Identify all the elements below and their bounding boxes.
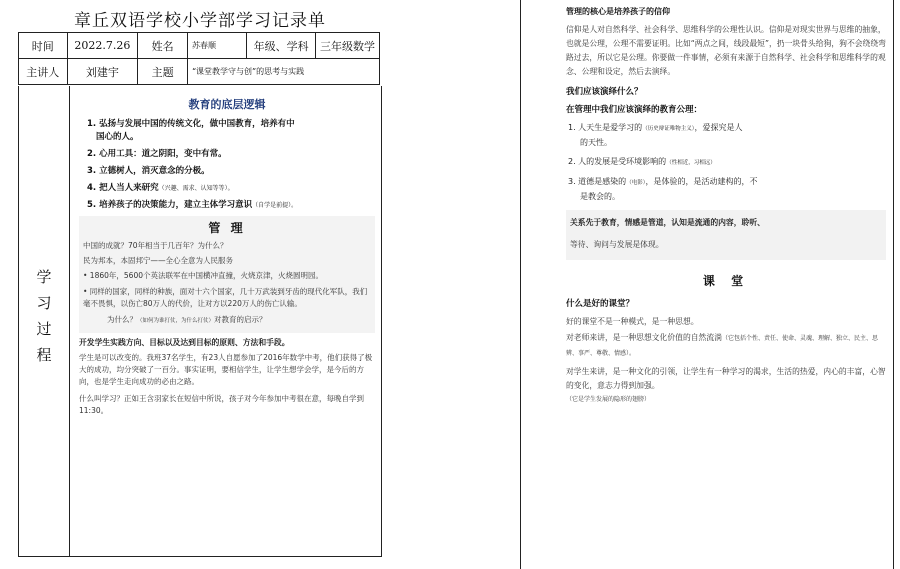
- student-note: （它是学生发展的隐形的翅膀）: [566, 396, 651, 403]
- item-note: （电影）: [626, 180, 646, 186]
- belief-heading: 管理的核心是培养孩子的信仰: [566, 7, 670, 16]
- section-title-management: 管 理: [208, 221, 246, 235]
- side-char: 学: [36, 268, 52, 286]
- paragraph: 中国的成就？70年相当于几百年？为什么？: [83, 241, 228, 250]
- bullet-item: • 同样的国家，同样的种族，面对十六个国家，几十万武装到牙齿的现代化军队，我们毫不畏惧，以伤亡80万人的代价，让对方以220万人的伤亡认输。: [83, 287, 368, 308]
- question-line: [83, 314, 371, 327]
- student-paragraph: [566, 365, 886, 407]
- grade-value: 三年级数学: [316, 33, 380, 59]
- list-item: [87, 182, 375, 195]
- paragraph: 等待、询问与发展是体现。: [570, 240, 664, 249]
- section-title-logic: 教育的底层逻辑: [188, 98, 266, 111]
- name-label: 姓名: [138, 33, 188, 59]
- paragraph: 学生是可以改变的。我班37名学生，有23人自愿参加了2016年数学中考，他们获得了极大的成功，均分突破了一百分。事实证明，要相信学生，让学生想学会学，是今后的方向，也是学生走向成功的必由之路。: [79, 353, 373, 386]
- bullet-item: • 1860年，5600个英法联军在中国横冲直撞，火烧京津，火烧圆明园。: [83, 271, 323, 280]
- list-item: [87, 165, 375, 178]
- section-title-classroom: 课 堂: [702, 274, 750, 288]
- topic-value: “课堂教学守与创”的思考与实践: [187, 59, 379, 85]
- item-text: 4. 把人当人来研究: [87, 183, 159, 193]
- list-item: [87, 118, 375, 144]
- paragraph: 信仰是人对自然科学、社会科学、思维科学的公理性认识。信仰是对现实世界与思维的抽象，也就是公理，公理不需要证明。比如“两点之间，线段最短”，扔一块骨头给狗，狗不会绕绕弯路过去，所以它是公理。你要做一件事情，必须有来源于自然科学、社会科学和思维科学的观念、公理和设定，然后去演绎。: [566, 25, 886, 76]
- speaker-label: 主讲人: [19, 59, 68, 85]
- item-text: 3. 道德是感染的: [568, 177, 627, 186]
- header-table: [18, 32, 380, 85]
- item-note: （自学是前提）。: [252, 202, 298, 209]
- item-note: （兴趣、需求、认知等等）。: [158, 185, 234, 192]
- item-text: 2. 心用工具：道之阴阳，变中有常。: [87, 149, 227, 159]
- left-page: [0, 0, 400, 569]
- item-note: （性相近，习相远）: [666, 160, 716, 166]
- item-tail: ，是体验的，是活动建构的，不: [645, 177, 758, 186]
- item-tail: ，爱探究是人: [694, 123, 743, 132]
- item-note: （历史辩证唯物主义）: [642, 126, 695, 132]
- topic-label: 主题: [138, 59, 188, 85]
- item-cont: 是教会的。: [580, 192, 620, 201]
- side-char: 过: [36, 320, 52, 338]
- item-text: 1. 人天生是爱学习的: [568, 123, 643, 132]
- list-item: [568, 155, 886, 170]
- relationship-block: [566, 210, 886, 260]
- item-cont: 国心的人。: [96, 132, 139, 142]
- item-text: 2. 人的发展是受环境影响的: [568, 157, 667, 166]
- column-divider: [69, 86, 70, 556]
- page-gutter: [400, 0, 520, 569]
- practice-heading: 开发学生实践方向、目标以及达到目标的原则、方法和手段。: [79, 338, 290, 347]
- management-block: [79, 216, 375, 333]
- side-char: 程: [36, 346, 52, 364]
- side-label: [19, 264, 69, 368]
- item-cont: 的天性。: [580, 138, 612, 147]
- name-value: 苏春顺: [187, 33, 246, 59]
- time-label: 时间: [19, 33, 68, 59]
- question-tail: 对教育的启示？: [214, 315, 267, 324]
- question-heading: 在管理中我们应该演绎的教育公理：: [566, 105, 703, 115]
- question-heading: 什么是好的课堂？: [566, 299, 635, 309]
- paragraph: 关系先于教育，情感是管道，认知是流通的内容，聆听、: [570, 218, 765, 227]
- paragraph: 什么叫学习？正如王含羽家长在短信中所说，孩子对今年参加中考很在意，每晚自学到11:30。: [79, 394, 364, 415]
- question-note: （如何为谁打仗，为什么打仗）: [137, 318, 215, 324]
- body-box: [18, 86, 382, 557]
- time-value: 2022.7.26: [67, 33, 138, 59]
- teacher-note: （它包括个性、责任、使命、灵魂、理解、独立、民主、思辨、事严、尊敬、情感）。: [566, 335, 878, 357]
- right-page: [520, 0, 900, 569]
- list-item: [87, 199, 375, 212]
- item-text: 3. 立德树人，消灭意念的分极。: [87, 166, 210, 176]
- paragraph: 民为邦本，本固邦宁——全心全意为人民服务: [83, 256, 233, 265]
- left-content: [79, 92, 375, 420]
- grade-label: 年级、学科: [247, 33, 316, 59]
- question-text: 为什么？: [107, 315, 137, 324]
- right-content: [566, 4, 886, 409]
- list-item: [87, 148, 375, 161]
- item-text: 5. 培养孩子的决策能力，建立主体学习意识: [87, 200, 253, 210]
- question-heading: 我们应该演绎什么？: [566, 87, 643, 97]
- list-item: [568, 175, 886, 204]
- list-item: [568, 121, 886, 150]
- student-text: 对学生来讲，是一种文化的引领，让学生有一种学习的渴求，生活的热爱，内心的丰富，心智的变化，意志力得到加强。: [566, 367, 886, 390]
- item-text: 1. 弘扬与发展中国的传统文化，做中国教育，培养有中: [87, 119, 295, 129]
- teacher-text: 对老师来讲，是一种思想文化价值的自然流淌: [566, 333, 722, 342]
- speaker-value: 刘建宇: [67, 59, 138, 85]
- form-title: 章丘双语学校小学部学习记录单: [74, 11, 326, 31]
- paragraph: 好的课堂不是一种模式，是一种思想。: [566, 317, 699, 326]
- teacher-paragraph: [566, 331, 886, 361]
- side-char: 习: [36, 294, 52, 312]
